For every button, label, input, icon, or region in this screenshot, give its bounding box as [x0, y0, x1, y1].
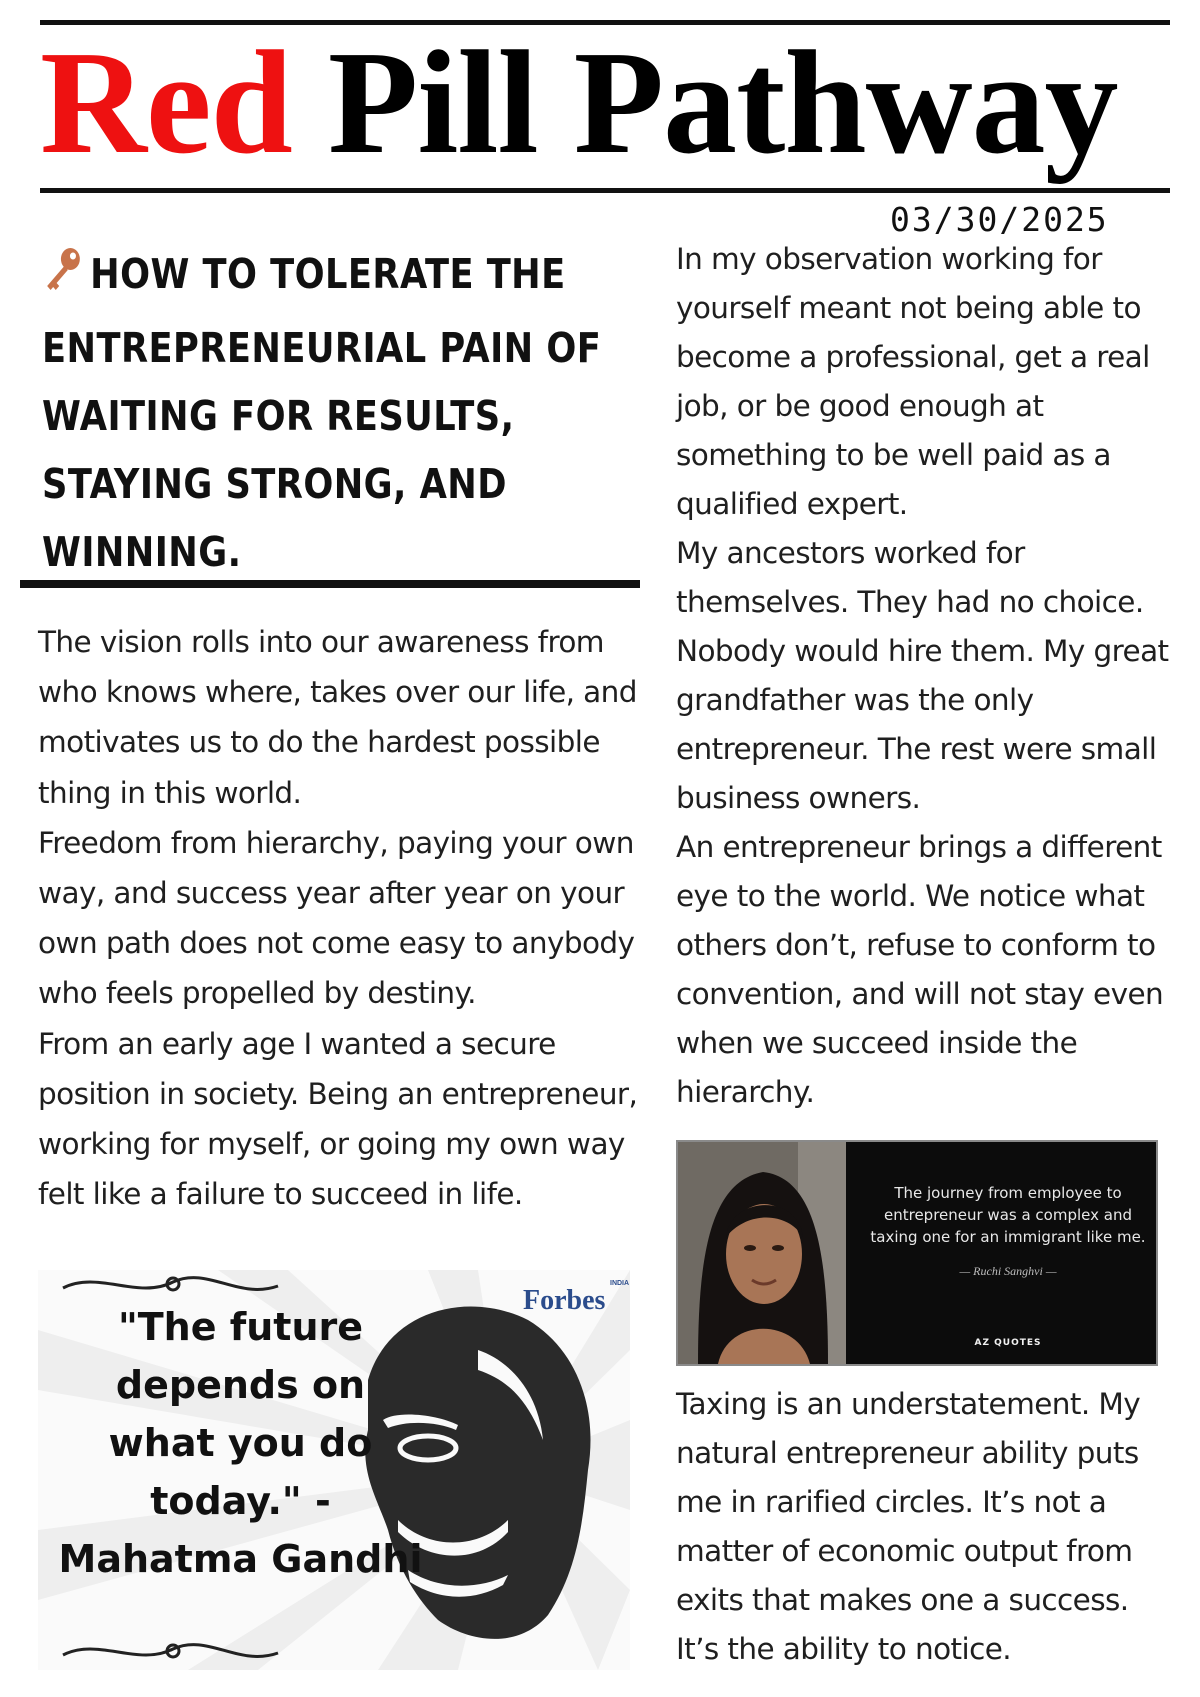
headline-rule — [20, 580, 640, 588]
portrait-photo — [678, 1142, 846, 1364]
paragraph: Freedom from hierarchy, paying your own way, and success year after year on your own path does not come easy to anybody who feels propelled by destiny. — [38, 825, 635, 1011]
article-headline — [42, 240, 610, 586]
forbes-logo-sub: INDIA — [610, 1280, 630, 1287]
paragraph: My ancestors worked for themselves. They had no choice. Nobody would hire them. My great grandfather was the only entrepreneur. The rest were small business owners. — [676, 536, 1169, 815]
paragraph: From an early age I wanted a secure position in society. Being an entrepreneur, working for myself, or going my own way felt like a failure to succeed in life. — [38, 1026, 638, 1212]
right-column-text — [676, 235, 1176, 1117]
gandhi-quote-image — [38, 1270, 630, 1670]
masthead-bottom-rule — [40, 188, 1170, 193]
key-icon — [42, 244, 85, 314]
headline-text: HOW TO TOLERATE THE ENTREPRENEURIAL PAIN OF WAITING FOR RESULTS, STAYING STRONG, AND WINNING. — [42, 250, 602, 576]
quote-card-text: The journey from employee to entrepreneur was a complex and taxing one for an immigrant like me. — [870, 1184, 1146, 1246]
issue-date: 03/30/2025 — [890, 200, 1109, 239]
quote-card-image — [676, 1140, 1158, 1366]
gandhi-quote-text: "The future depends on what you do today." - Mahatma Gandhi — [58, 1305, 423, 1581]
paragraph: In my observation working for yourself meant not being able to become a professional, get a real job, or be good enough at something to be well paid as a qualified expert. — [676, 242, 1150, 521]
masthead-title — [40, 21, 1170, 185]
quote-card-author: — Ruchi Sanghvi — — [868, 1264, 1148, 1279]
forbes-logo: Forbes — [523, 1285, 606, 1316]
masthead-title-red: Red — [40, 21, 292, 185]
closing-text — [676, 1380, 1176, 1674]
left-column-text — [38, 617, 638, 1219]
quote-card-brand: AZ QUOTES — [974, 1338, 1042, 1348]
paragraph: The vision rolls into our awareness from who knows where, takes over our life, and motivates us to do the hardest possible thing in this world. — [38, 625, 637, 810]
paragraph: Taxing is an understatement. My natural entrepreneur ability puts me in rarified circles. It’s not a matter of economic output from exits that makes one a success. It’s the ability to notice. — [676, 1387, 1141, 1666]
paragraph: An entrepreneur brings a different eye to the world. We notice what others don’t, refuse to conform to convention, and will not stay even when we succeed inside the hierarchy. — [676, 830, 1164, 1109]
masthead-title-black: Pill Pathway — [327, 21, 1118, 185]
